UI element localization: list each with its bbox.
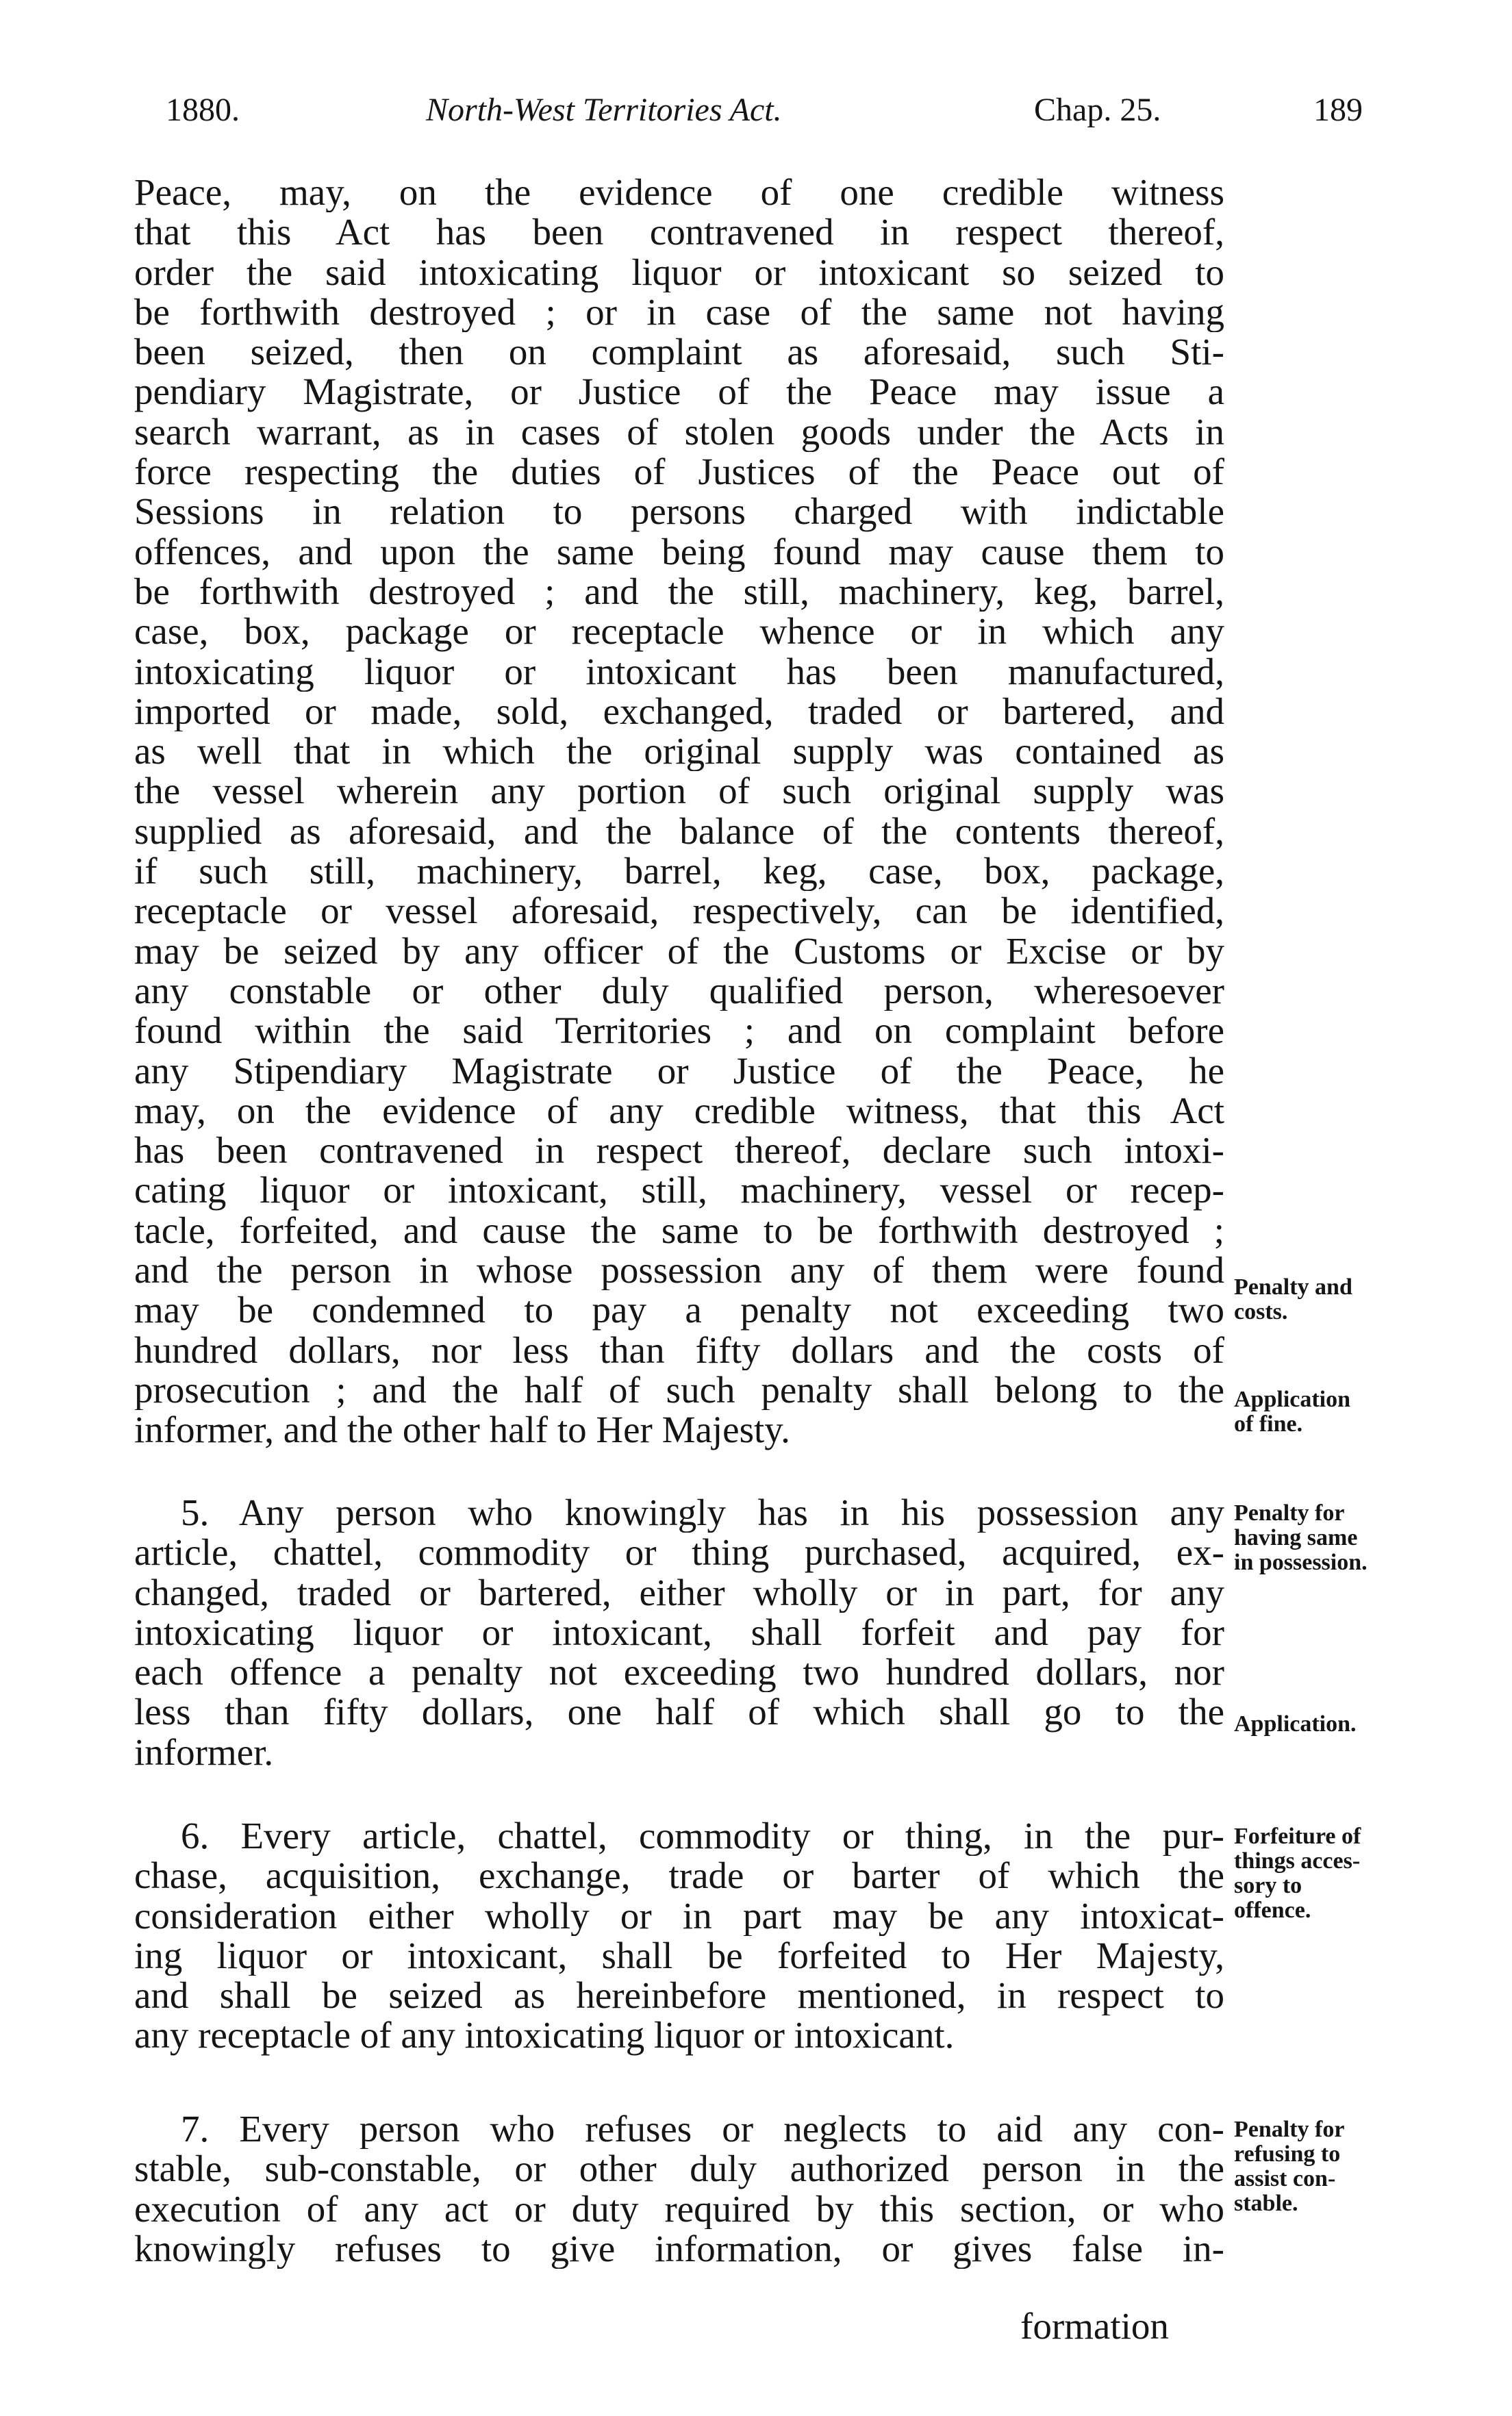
margin-note-line: stable. <box>1234 2191 1298 2216</box>
text-line: any constable or other duly qualified person, wheresoever <box>134 970 1224 1011</box>
text-line: knowingly refuses to give information, or gives false in- <box>134 2228 1224 2269</box>
text-line: imported or made, sold, exchanged, traded or bartered, and <box>134 691 1224 732</box>
margin-note-line: assist con- <box>1234 2166 1336 2191</box>
margin-note-forfeiture <box>1234 1824 1508 1923</box>
text-line: supplied as aforesaid, and the balance of the contents thereof, <box>134 811 1224 852</box>
text-line: informer. <box>134 1732 274 1773</box>
margin-note-penalty-and-costs <box>1234 1275 1508 1324</box>
section-5-paragraph <box>134 1493 1224 1772</box>
text-line: execution of any act or duty required by this section, or who <box>134 2189 1224 2229</box>
header-year: 1880. <box>166 92 240 128</box>
text-line: any receptacle of any intoxicating liquor or intoxicant. <box>134 2015 955 2056</box>
text-line: any Stipendiary Magistrate or Justice of the Peace, he <box>134 1050 1224 1091</box>
text-line: chase, acquisition, exchange, trade or barter of which the <box>134 1856 1224 1896</box>
text-line: that this Act has been contravened in respect thereof, <box>134 212 1224 253</box>
text-line: the vessel wherein any portion of such original supply was <box>134 771 1224 811</box>
text-line: and the person in whose possession any of them were found <box>134 1250 1224 1291</box>
catchword-continuation: formation <box>1020 2305 1169 2347</box>
text-line: less than fifty dollars, one half of which shall go to the <box>134 1692 1224 1733</box>
text-line: Peace, may, on the evidence of one credible witness <box>134 173 1224 213</box>
text-line: consideration either wholly or in part may be any intoxicat- <box>134 1896 1224 1936</box>
text-line: informer, and the other half to Her Majesty. <box>134 1410 790 1450</box>
text-line: been seized, then on complaint as aforesaid, such Sti- <box>134 332 1224 373</box>
text-line: stable, sub-constable, or other duly authorized person in the <box>134 2149 1224 2189</box>
margin-note-line: in possession. <box>1234 1550 1368 1575</box>
margin-note-line: Penalty for <box>1234 2117 1345 2142</box>
text-line: has been contravened in respect thereof, declare such intoxi- <box>134 1131 1224 1171</box>
text-line: found within the said Territories ; and on complaint before <box>134 1011 1224 1051</box>
text-line: 7. Every person who refuses or neglects to aid any con- <box>181 2109 1224 2150</box>
text-line: each offence a penalty not exceeding two hundred dollars, nor <box>134 1652 1224 1693</box>
text-line: search warrant, as in cases of stolen goods under the Acts in <box>134 412 1224 453</box>
margin-note-application-of-fine <box>1234 1387 1508 1437</box>
text-line: 6. Every article, chattel, commodity or thing, in the pur- <box>181 1816 1224 1857</box>
section-6-paragraph <box>134 1816 1224 2056</box>
paragraph-continued <box>134 173 1224 1450</box>
header-chapter: Chap. 25. <box>1034 92 1161 128</box>
margin-note-line: of fine. <box>1234 1411 1303 1437</box>
text-line: ing liquor or intoxicant, shall be forfeited to Her Majesty, <box>134 1935 1224 1976</box>
text-line: 5. Any person who knowingly has in his possession any <box>181 1493 1224 1533</box>
margin-note-line: having same <box>1234 1525 1358 1550</box>
margin-note-line: things acces- <box>1234 1848 1361 1874</box>
text-line: may, on the evidence of any credible witness, that this Act <box>134 1090 1224 1131</box>
text-line: be forthwith destroyed ; and the still, machinery, keg, barrel, <box>134 571 1224 612</box>
text-line: article, chattel, commodity or thing purchased, acquired, ex- <box>134 1533 1224 1573</box>
text-line: prosecution ; and the half of such penalty shall belong to the <box>134 1370 1224 1411</box>
text-line: Sessions in relation to persons charged with indictable <box>134 492 1224 532</box>
section-7-paragraph <box>134 2109 1224 2269</box>
header-page-number: 189 <box>1313 92 1363 128</box>
margin-note-line: Application <box>1234 1387 1351 1412</box>
margin-note-line: Penalty and <box>1234 1274 1352 1300</box>
margin-note-penalty-having-same <box>1234 1501 1508 1575</box>
text-line: force respecting the duties of Justices of the Peace out of <box>134 452 1224 492</box>
margin-note-line: Application. <box>1234 1711 1357 1737</box>
text-line: pendiary Magistrate, or Justice of the Peace may issue a <box>134 372 1224 412</box>
text-line: cating liquor or intoxicant, still, machinery, vessel or recep- <box>134 1170 1224 1211</box>
text-line: may be condemned to pay a penalty not exceeding two <box>134 1290 1224 1331</box>
header-act-title: North-West Territories Act. <box>426 92 782 128</box>
text-line: as well that in which the original supply was contained as <box>134 731 1224 772</box>
text-line: and shall be seized as hereinbefore mentioned, in respect to <box>134 1976 1224 2016</box>
margin-note-line: Forfeiture of <box>1234 1824 1361 1849</box>
text-line: tacle, forfeited, and cause the same to be forthwith destroyed ; <box>134 1210 1224 1251</box>
text-line: intoxicating liquor or intoxicant, shall forfeit and pay for <box>134 1612 1224 1653</box>
margin-note-application <box>1234 1712 1508 1737</box>
margin-note-line: costs. <box>1234 1299 1288 1324</box>
text-line: offences, and upon the same being found may cause them to <box>134 531 1224 572</box>
margin-note-line: Penalty for <box>1234 1500 1345 1526</box>
text-line: hundred dollars, nor less than fifty dollars and the costs of <box>134 1330 1224 1370</box>
margin-note-line: offence. <box>1234 1898 1311 1923</box>
text-line: order the said intoxicating liquor or intoxicant so seized to <box>134 252 1224 292</box>
text-line: intoxicating liquor or intoxicant has been manufactured, <box>134 651 1224 692</box>
text-line: receptacle or vessel aforesaid, respectively, can be identified, <box>134 891 1224 931</box>
margin-note-penalty-refusing <box>1234 2117 1508 2216</box>
margin-note-line: sory to <box>1234 1873 1302 1898</box>
text-line: be forthwith destroyed ; or in case of the same not having <box>134 292 1224 333</box>
text-line: case, box, package or receptacle whence or in which any <box>134 612 1224 652</box>
text-line: may be seized by any officer of the Customs or Excise or by <box>134 931 1224 971</box>
margin-note-line: refusing to <box>1234 2141 1341 2167</box>
text-line: changed, traded or bartered, either wholly or in part, for any <box>134 1572 1224 1613</box>
text-line: if such still, machinery, barrel, keg, case, box, package, <box>134 851 1224 892</box>
